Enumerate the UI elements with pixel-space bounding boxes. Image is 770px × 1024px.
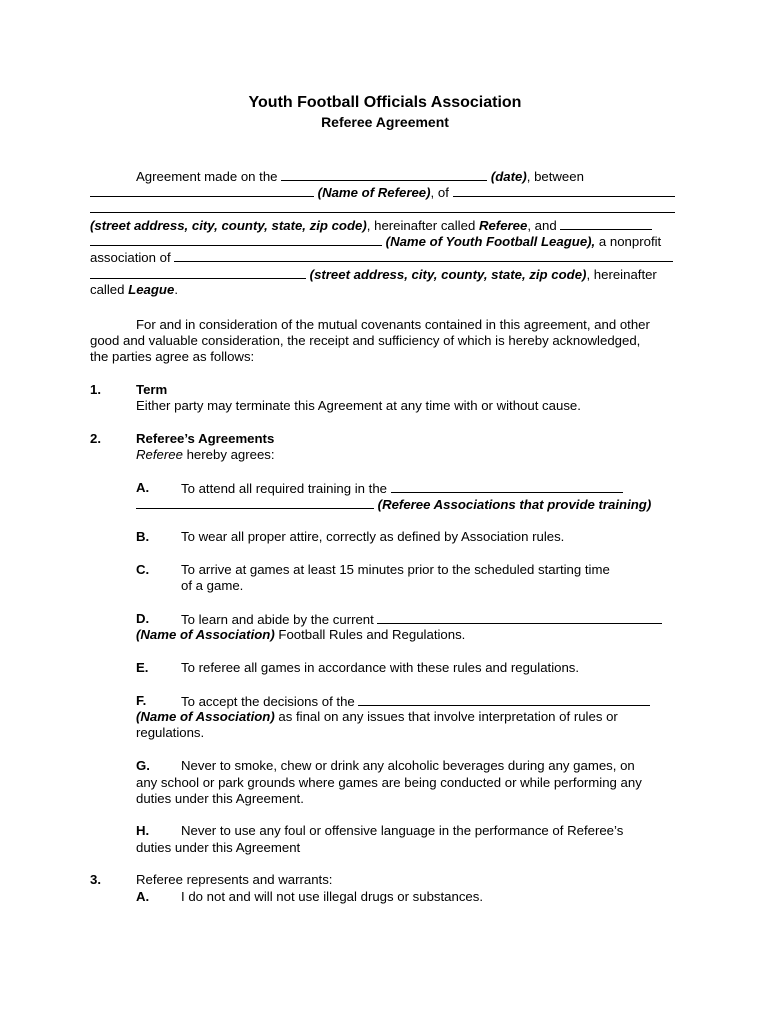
intro-text: , and <box>527 218 557 233</box>
item-f-line-2 <box>136 709 618 725</box>
association-name-blank-d[interactable] <box>377 611 662 624</box>
item-d-line-2 <box>136 627 465 643</box>
referee-name-label: (Name of Referee) <box>317 185 431 200</box>
item-d-text: To learn and abide by the current <box>181 612 374 627</box>
date-label: (date) <box>490 169 527 184</box>
league-name-label: (Name of Youth Football League), <box>385 234 596 249</box>
intro-line-1 <box>136 168 584 185</box>
association-name-label: (Name of Association) <box>136 627 275 642</box>
item-f-line-1 <box>181 693 650 710</box>
section-2-heading: Referee’s Agreements <box>136 431 275 446</box>
intro-line-3 <box>90 200 675 217</box>
intro-text: a nonprofit <box>598 234 662 249</box>
item-g-line-3: duties under this Agreement. <box>136 791 304 806</box>
intro-line-8 <box>90 282 178 298</box>
item-f-line-3: regulations. <box>136 725 205 740</box>
item-f-rest: as final on any issues that involve interpretation of rules or <box>274 709 618 724</box>
intro-text: Agreement made on the <box>136 169 278 184</box>
referee-term: Referee <box>478 218 528 233</box>
section-1-number: 1. <box>90 382 101 397</box>
intro-text: , hereinafter called <box>366 218 476 233</box>
training-assoc-blank-2[interactable] <box>136 496 374 509</box>
item-h-letter: H. <box>136 823 150 838</box>
section-3-item-a-letter: A. <box>136 889 150 904</box>
league-name-blank[interactable] <box>90 233 382 246</box>
item-c-line-2: of a game. <box>181 578 244 593</box>
item-b-text: To wear all proper attire, correctly as defined by Association rules. <box>181 529 565 544</box>
item-e-text: To referee all games in accordance with these rules and regulations. <box>181 660 580 675</box>
intro-text: association of <box>90 250 171 265</box>
intro-text: . <box>174 282 178 297</box>
consideration-line-3: the parties agree as follows: <box>90 349 255 364</box>
referee-address-blank[interactable] <box>90 200 675 213</box>
section-2-subheading <box>136 447 275 463</box>
date-blank[interactable] <box>281 168 487 181</box>
item-f-letter: F. <box>136 693 147 708</box>
address-label: (street address, city, county, state, zip code) <box>90 218 367 233</box>
consideration-line-1: For and in consideration of the mutual covenants contained in this agreement, and other <box>136 317 650 332</box>
item-a-letter: A. <box>136 480 150 495</box>
address-label: (street address, city, county, state, zip code) <box>309 267 587 282</box>
referee-name-blank[interactable] <box>90 184 314 197</box>
item-g-line-1: Never to smoke, chew or drink any alcoholic beverages during any games, on <box>181 758 635 773</box>
section-1-heading: Term <box>136 382 168 397</box>
league-address-blank[interactable] <box>90 266 306 279</box>
document-title: Youth Football Officials Association <box>248 94 522 111</box>
intro-text: , of <box>430 185 449 200</box>
section-3-item-a-text: I do not and will not use illegal drugs or substances. <box>181 889 484 904</box>
league-term: League <box>128 282 175 297</box>
league-association-blank[interactable] <box>174 249 673 262</box>
referee-of-blank[interactable] <box>453 184 675 197</box>
training-assoc-label: (Referee Associations that provide training) <box>377 497 652 512</box>
item-f-text: To accept the decisions of the <box>181 694 355 709</box>
league-blank-start[interactable] <box>560 217 652 230</box>
item-h-line-2: duties under this Agreement <box>136 840 301 855</box>
intro-text: called <box>90 282 125 297</box>
item-a-line-2 <box>136 496 651 513</box>
item-h-line-1: Never to use any foul or offensive language in the performance of Referee’s <box>181 823 624 838</box>
intro-line-2 <box>90 184 675 201</box>
section-2-number: 2. <box>90 431 101 446</box>
item-g-letter: G. <box>136 758 150 773</box>
consideration-line-2: good and valuable consideration, the receipt and sufficiency of which is hereby acknowledged, <box>90 333 641 348</box>
referee-term: Referee <box>136 447 183 462</box>
association-name-label: (Name of Association) <box>136 709 275 724</box>
intro-line-5 <box>90 233 661 250</box>
item-b-letter: B. <box>136 529 150 544</box>
item-a-text: To attend all required training in the <box>181 481 388 496</box>
item-c-letter: C. <box>136 562 150 577</box>
document-subtitle: Referee Agreement <box>321 114 449 130</box>
item-e-letter: E. <box>136 660 149 675</box>
item-d-rest: Football Rules and Regulations. <box>274 627 466 642</box>
intro-text: , hereinafter <box>586 267 657 282</box>
intro-line-7 <box>90 266 657 283</box>
subheading-text: hereby agrees: <box>182 447 275 462</box>
intro-line-4 <box>90 217 652 234</box>
item-d-letter: D. <box>136 611 150 626</box>
item-a-line-1 <box>181 480 623 497</box>
item-d-line-1 <box>181 611 662 628</box>
section-3-text: Referee represents and warrants: <box>136 872 333 887</box>
training-assoc-blank[interactable] <box>391 480 623 493</box>
intro-line-6 <box>90 249 673 266</box>
item-c-line-1: To arrive at games at least 15 minutes prior to the scheduled starting time <box>181 562 610 577</box>
association-name-blank-f[interactable] <box>358 693 650 706</box>
section-1-text: Either party may terminate this Agreement at any time with or without cause. <box>136 398 581 413</box>
section-3-number: 3. <box>90 872 101 887</box>
item-g-line-2: any school or park grounds where games are being conducted or while performing any <box>136 775 642 790</box>
intro-text: , between <box>526 169 584 184</box>
